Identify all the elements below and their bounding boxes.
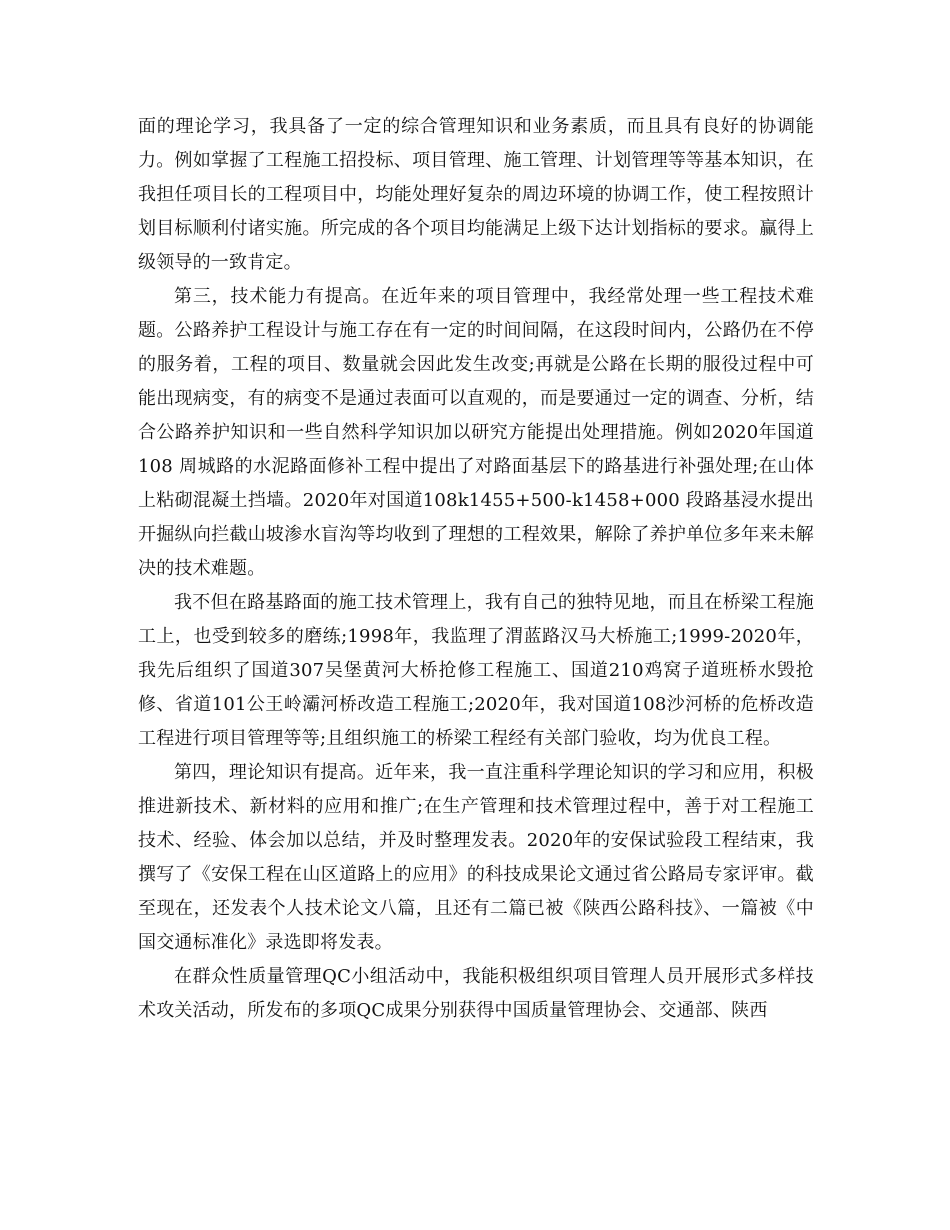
paragraph-bridge-engineering: 我不但在路基路面的施工技术管理上，我有自己的独特见地，而且在桥梁工程施工上，也受到较多的磨练;1998年，我监理了渭蓝路汉马大桥施工;1999-2020年，我先后组织了国道307吴堡黄河大桥抢修工程施工、国道210鸡窝子道班桥水毁抢修、省道101公王岭灞河桥改造工程施工;2020年，我对国道108沙河桥的危桥改造工程进行项目管理等等;且组织施工的桥梁工程经有关部门验收，均为优良工程。 [138,592,814,749]
paragraph-continuation: 面的理论学习，我具备了一定的综合管理知识和业务素质，而且具有良好的协调能力。例如掌握了工程施工招投标、项目管理、施工管理、计划管理等等基本知识，在我担任项目长的工程项目中，均能处理好复杂的周边环境的协调工作，使工程按照计划目标顺利付诸实施。所完成的各个项目均能满足上级下达计划指标的要求。赢得上级领导的一致肯定。 [138,116,814,273]
paragraph-theory-knowledge: 第四，理论知识有提高。近年来，我一直注重科学理论知识的学习和应用，积极推进新技术、新材料的应用和推广;在生产管理和技术管理过程中，善于对工程施工技术、经验、体会加以总结，并及时整理发表。2020年的安保试验段工程结束，我撰写了《安保工程在山区道路上的应用》的科技成果论文通过省公路局专家评审。截至现在，还发表个人技术论文八篇，且还有二篇已被《陕西公路科技》、一篇被《中国交通标准化》录选即将发表。 [138,762,814,953]
paragraph-technical-ability: 第三，技术能力有提高。在近年来的项目管理中，我经常处理一些工程技术难题。公路养护工程设计与施工存在有一定的时间间隔，在这段时间内，公路仍在不停的服务着，工程的项目、数量就会因此发生改变;再就是公路在长期的服役过程中可能出现病变，有的病变不是通过表面可以直观的，而是要通过一定的调查、分析，结合公路养护知识和一些自然科学知识加以研究方能提出处理措施。例如2020年国道108 周城路的水泥路面修补工程中提出了对路面基层下的路基进行补强处理;在山体上粘砌混凝土挡墙。2020年对国道108k1455+500-k1458+000 段路基浸水提出开掘纵向拦截山坡渗水盲沟等均收到了理想的工程效果，解除了养护单位多年来未解决的技术难题。 [138,286,814,579]
document-body [138,110,814,1028]
paragraph-qc-activities: 在群众性质量管理QC小组活动中，我能积极组织项目管理人员开展形式多样技术攻关活动，所发布的多项QC成果分别获得中国质量管理协会、交通部、陕西 [138,966,814,1021]
